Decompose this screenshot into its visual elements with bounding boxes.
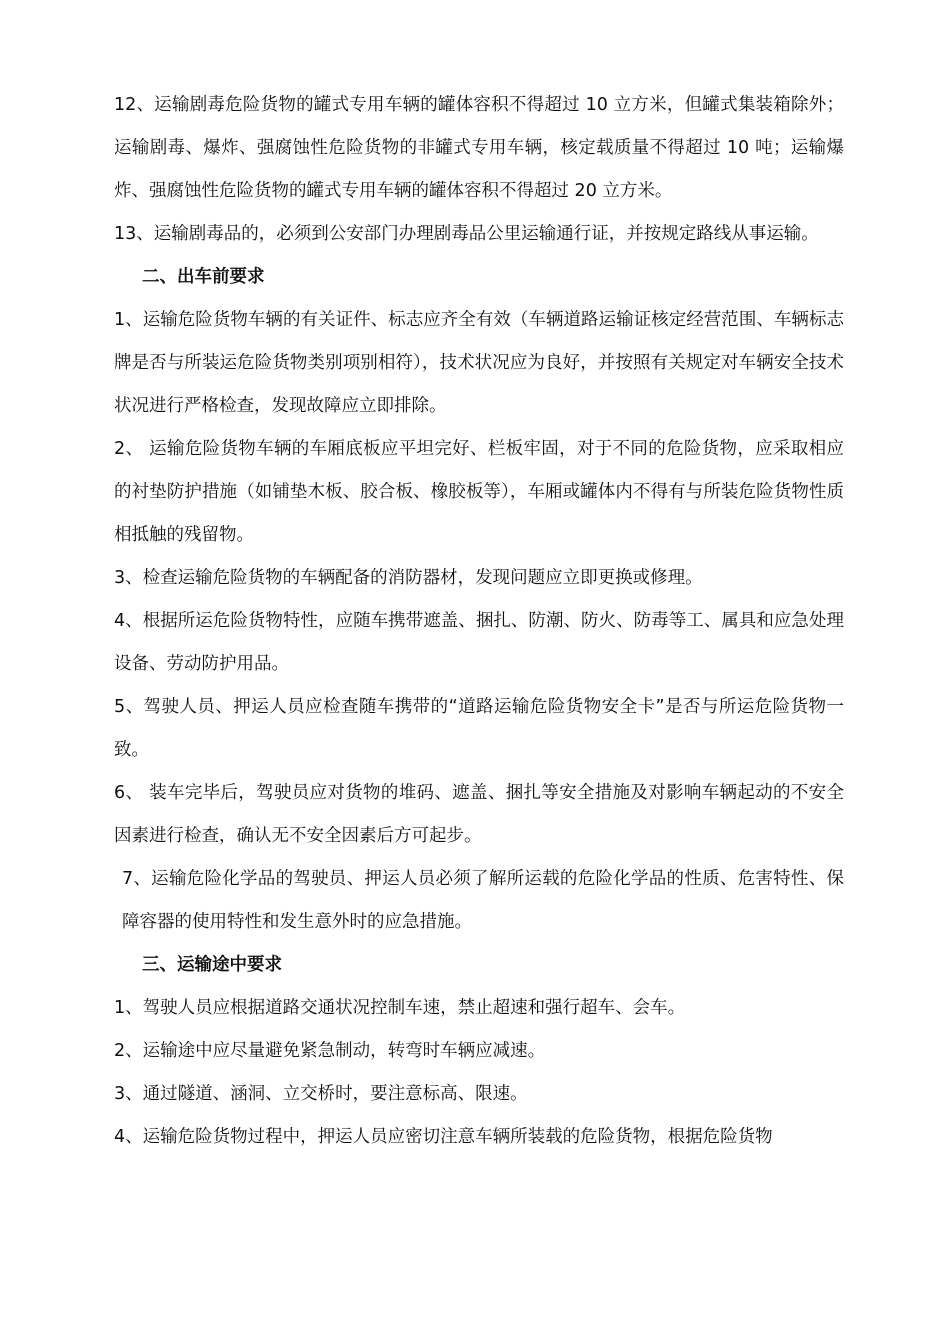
paragraph-before-departure-6: 6、 装车完毕后，驾驶员应对货物的堆码、遮盖、捆扎等安全措施及对影响车辆起动的不安全因素进行检查，确认无不安全因素后方可起步。 [114,783,844,846]
paragraph-in-transit-1: 1、驾驶人员应根据道路交通状况控制车速，禁止超速和强行超车、会车。 [114,998,686,1018]
paragraph-before-departure-3: 3、检查运输危险货物的车辆配备的消防器材，发现问题应立即更换或修理。 [114,568,703,588]
section-heading-before-departure: 二、出车前要求 [142,267,265,287]
document-body [114,84,844,1159]
paragraph-in-transit-4: 4、运输危险货物过程中，押运人员应密切注意车辆所装载的危险货物，根据危险货物 [114,1127,773,1147]
section-heading-in-transit: 三、运输途中要求 [142,955,282,975]
paragraph-before-departure-4: 4、根据所运危险货物特性，应随车携带遮盖、捆扎、防潮、防火、防毒等工、属具和应急处理设备、劳动防护用品。 [114,611,844,674]
paragraph-item-13: 13、运输剧毒品的，必须到公安部门办理剧毒品公里运输通行证，并按规定路线从事运输。 [114,224,819,244]
paragraph-before-departure-1: 1、运输危险货物车辆的有关证件、标志应齐全有效（车辆道路运输证核定经营范围、车辆标志牌是否与所装运危险货物类别项别相符），技术状况应为良好，并按照有关规定对车辆安全技术状况进行严格检查，发现故障应立即排除。 [114,310,844,416]
paragraph-before-departure-7: 7、运输危险化学品的驾驶员、押运人员必须了解所运载的危险化学品的性质、危害特性、保障容器的使用特性和发生意外时的应急措施。 [122,869,844,932]
paragraph-in-transit-2: 2、运输途中应尽量避免紧急制动，转弯时车辆应减速。 [114,1041,546,1061]
paragraph-before-departure-2: 2、 运输危险货物车辆的车厢底板应平坦完好、栏板牢固，对于不同的危险货物，应采取相应的衬垫防护措施（如铺垫木板、胶合板、橡胶板等），车厢或罐体内不得有与所装危险货物性质相抵触的残留物。 [114,439,844,545]
paragraph-item-12: 12、运输剧毒危险货物的罐式专用车辆的罐体容积不得超过 10 立方米，但罐式集装箱除外；运输剧毒、爆炸、强腐蚀性危险货物的非罐式专用车辆，核定载质量不得超过 10 吨；运输爆炸、强腐蚀性危险货物的罐式专用车辆的罐体容积不得超过 20 立方米。 [114,95,844,201]
paragraph-before-departure-5: 5、驾驶人员、押运人员应检查随车携带的“道路运输危险货物安全卡”是否与所运危险货物一致。 [114,697,844,760]
paragraph-in-transit-3: 3、通过隧道、涵洞、立交桥时，要注意标高、限速。 [114,1084,528,1104]
